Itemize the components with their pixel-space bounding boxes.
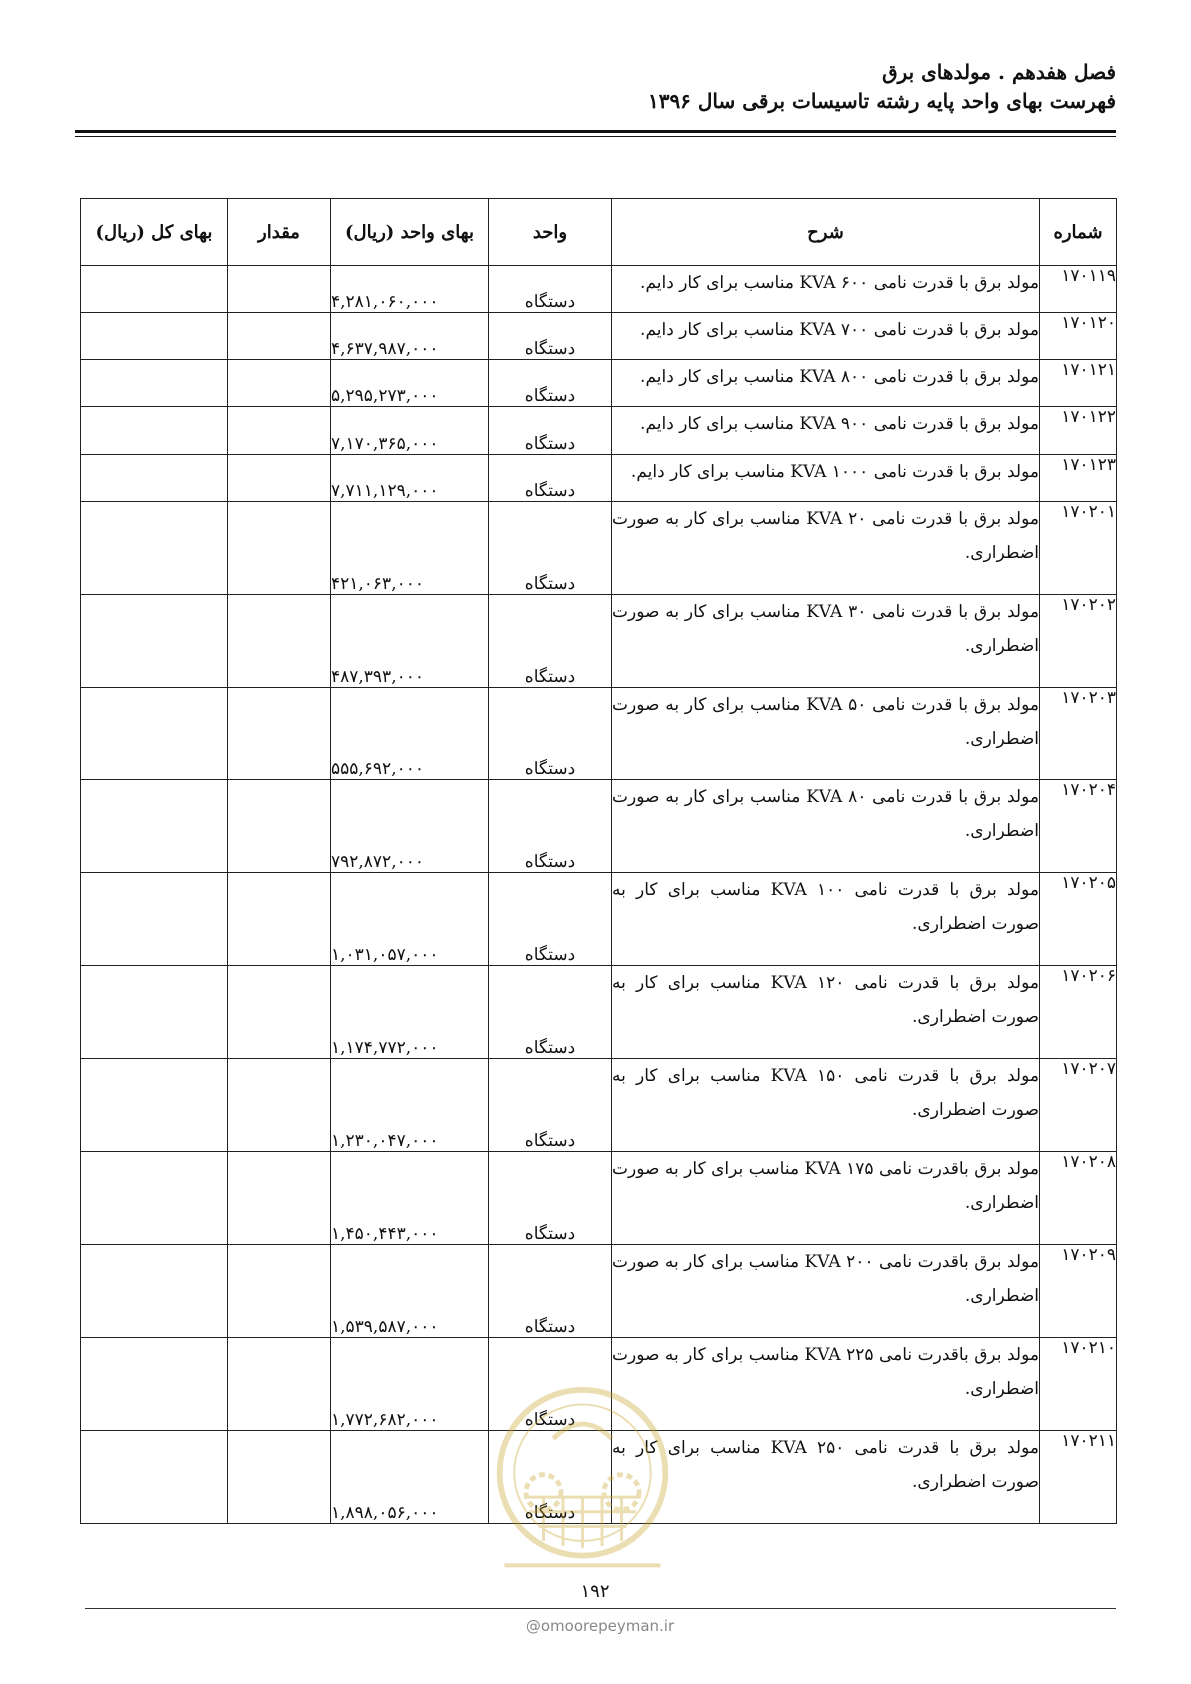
item-number: ۱۷۰۲۰۲ [1040,594,1117,687]
item-description: مولد برق با قدرت نامی ۸۰ KVA مناسب برای کار به صورت اضطراری. [612,780,1040,873]
item-quantity [228,454,331,501]
price-list-table [80,198,1117,1524]
item-number: ۱۷۰۲۰۷ [1040,1059,1117,1152]
item-unit: دستگاه [489,313,612,360]
item-quantity [228,687,331,780]
item-quantity [228,1338,331,1431]
item-unit: دستگاه [489,501,612,594]
item-number: ۱۷۰۱۲۱ [1040,360,1117,407]
item-number: ۱۷۰۲۰۸ [1040,1152,1117,1245]
item-total-price [81,360,228,407]
item-quantity [228,407,331,454]
item-unit-price: ۵,۲۹۵,۲۷۳,۰۰۰ [331,360,489,407]
item-total-price [81,266,228,313]
footer-rule [85,1608,1116,1609]
item-unit: دستگاه [489,454,612,501]
item-number: ۱۷۰۱۲۳ [1040,454,1117,501]
table-row [81,780,1117,873]
table-row [81,1338,1117,1431]
table-row [81,873,1117,966]
item-quantity [228,873,331,966]
item-unit: دستگاه [489,360,612,407]
item-number: ۱۷۰۲۰۹ [1040,1245,1117,1338]
item-total-price [81,594,228,687]
item-quantity [228,966,331,1059]
item-unit-price: ۱,۴۵۰,۴۴۳,۰۰۰ [331,1152,489,1245]
item-unit: دستگاه [489,1245,612,1338]
item-quantity [228,266,331,313]
item-unit: دستگاه [489,873,612,966]
item-number: ۱۷۰۲۰۳ [1040,687,1117,780]
table-row [81,313,1117,360]
header-rule-thin [75,136,1116,137]
item-unit: دستگاه [489,1430,612,1523]
item-number: ۱۷۰۱۲۰ [1040,313,1117,360]
item-unit: دستگاه [489,780,612,873]
item-description: مولد برق با قدرت نامی ۱۲۰ KVA مناسب برای کار به صورت اضطراری. [612,966,1040,1059]
page-number: ۱۹۲ [580,1581,610,1602]
item-total-price [81,407,228,454]
item-total-price [81,966,228,1059]
table-row [81,1152,1117,1245]
item-quantity [228,780,331,873]
item-unit: دستگاه [489,1059,612,1152]
table-row [81,407,1117,454]
table-row [81,501,1117,594]
item-quantity [228,360,331,407]
item-unit: دستگاه [489,966,612,1059]
item-total-price [81,873,228,966]
table-row [81,1245,1117,1338]
item-unit-price: ۱,۵۳۹,۵۸۷,۰۰۰ [331,1245,489,1338]
item-total-price [81,454,228,501]
item-unit-price: ۷,۱۷۰,۳۶۵,۰۰۰ [331,407,489,454]
item-quantity [228,1059,331,1152]
item-description: مولد برق با قدرت نامی ۵۰ KVA مناسب برای کار به صورت اضطراری. [612,687,1040,780]
item-description: مولد برق باقدرت نامی ۲۰۰ KVA مناسب برای کار به صورت اضطراری. [612,1245,1040,1338]
item-total-price [81,1152,228,1245]
item-description: مولد برق باقدرت نامی ۱۷۵ KVA مناسب برای کار به صورت اضطراری. [612,1152,1040,1245]
table-row [81,1059,1117,1152]
item-quantity [228,313,331,360]
item-quantity [228,501,331,594]
item-number: ۱۷۰۲۰۴ [1040,780,1117,873]
item-total-price [81,687,228,780]
item-unit: دستگاه [489,1152,612,1245]
item-unit-price: ۱,۰۳۱,۰۵۷,۰۰۰ [331,873,489,966]
item-description: مولد برق با قدرت نامی ۷۰۰ KVA مناسب برای کار دایم. [612,313,1040,360]
table-row [81,454,1117,501]
column-header-quantity: مقدار [228,199,331,266]
item-description: مولد برق با قدرت نامی ۱۰۰ KVA مناسب برای کار به صورت اضطراری. [612,873,1040,966]
item-description: مولد برق با قدرت نامی ۹۰۰ KVA مناسب برای کار دایم. [612,407,1040,454]
item-quantity [228,1245,331,1338]
table-row [81,1430,1117,1523]
table-row [81,360,1117,407]
item-total-price [81,501,228,594]
item-total-price [81,1338,228,1431]
column-header-description: شرح [612,199,1040,266]
column-header-unit: واحد [489,199,612,266]
item-unit: دستگاه [489,407,612,454]
column-header-total-price: بهای کل (ریال) [81,199,228,266]
item-description: مولد برق با قدرت نامی ۱۵۰ KVA مناسب برای کار به صورت اضطراری. [612,1059,1040,1152]
item-number: ۱۷۰۲۰۵ [1040,873,1117,966]
item-total-price [81,1059,228,1152]
item-total-price [81,1245,228,1338]
item-unit-price: ۷۹۲,۸۷۲,۰۰۰ [331,780,489,873]
document-subtitle: فهرست بهای واحد پایه رشته تاسیسات برقی سال ۱۳۹۶ [647,89,1116,113]
item-number: ۱۷۰۱۱۹ [1040,266,1117,313]
item-unit: دستگاه [489,266,612,313]
item-total-price [81,313,228,360]
item-description: مولد برق با قدرت نامی ۲۰ KVA مناسب برای کار به صورت اضطراری. [612,501,1040,594]
item-unit-price: ۱,۲۳۰,۰۴۷,۰۰۰ [331,1059,489,1152]
item-description: مولد برق با قدرت نامی ۸۰۰ KVA مناسب برای کار دایم. [612,360,1040,407]
item-unit-price: ۴,۲۸۱,۰۶۰,۰۰۰ [331,266,489,313]
item-unit-price: ۴۲۱,۰۶۳,۰۰۰ [331,501,489,594]
item-unit: دستگاه [489,594,612,687]
item-number: ۱۷۰۲۰۶ [1040,966,1117,1059]
item-unit-price: ۴۸۷,۳۹۳,۰۰۰ [331,594,489,687]
item-quantity [228,594,331,687]
item-total-price [81,1430,228,1523]
item-number: ۱۷۰۲۱۱ [1040,1430,1117,1523]
item-number: ۱۷۰۱۲۲ [1040,407,1117,454]
table-row [81,594,1117,687]
item-description: مولد برق با قدرت نامی ۶۰۰ KVA مناسب برای کار دایم. [612,266,1040,313]
item-description: مولد برق با قدرت نامی ۲۵۰ KVA مناسب برای کار به صورت اضطراری. [612,1430,1040,1523]
item-unit-price: ۴,۶۳۷,۹۸۷,۰۰۰ [331,313,489,360]
item-unit-price: ۷,۷۱۱,۱۲۹,۰۰۰ [331,454,489,501]
item-quantity [228,1430,331,1523]
page-header [648,58,1116,116]
item-unit-price: ۱,۸۹۸,۰۵۶,۰۰۰ [331,1430,489,1523]
item-description: مولد برق با قدرت نامی ۱۰۰۰ KVA مناسب برای کار دایم. [612,454,1040,501]
item-description: مولد برق با قدرت نامی ۳۰ KVA مناسب برای کار به صورت اضطراری. [612,594,1040,687]
item-quantity [228,1152,331,1245]
table-row [81,266,1117,313]
table-header-row [81,199,1117,266]
column-header-unit-price: بهای واحد (ریال) [331,199,489,266]
item-description: مولد برق باقدرت نامی ۲۲۵ KVA مناسب برای کار به صورت اضطراری. [612,1338,1040,1431]
item-number: ۱۷۰۲۱۰ [1040,1338,1117,1431]
table-row [81,687,1117,780]
item-total-price [81,780,228,873]
item-number: ۱۷۰۲۰۱ [1040,501,1117,594]
chapter-title: فصل هفدهم . مولدهای برق [882,60,1116,84]
item-unit: دستگاه [489,687,612,780]
column-header-number: شماره [1040,199,1117,266]
item-unit-price: ۱,۷۷۲,۶۸۲,۰۰۰ [331,1338,489,1431]
item-unit-price: ۱,۱۷۴,۷۷۲,۰۰۰ [331,966,489,1059]
item-unit-price: ۵۵۵,۶۹۲,۰۰۰ [331,687,489,780]
website-watermark: @omoorepeyman.ir [525,1617,675,1635]
header-rule-thick [75,130,1116,133]
table-row [81,966,1117,1059]
item-unit: دستگاه [489,1338,612,1431]
